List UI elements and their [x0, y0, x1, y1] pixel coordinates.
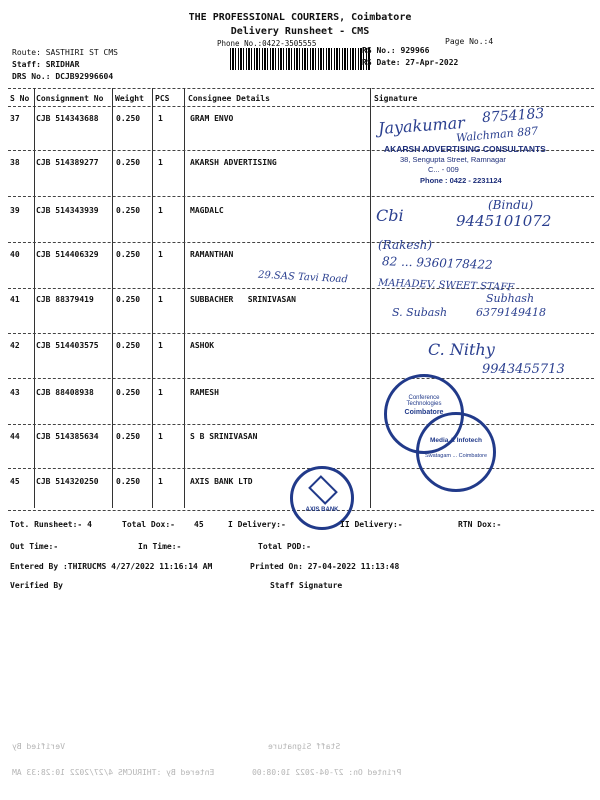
cell-pcs: 1	[158, 206, 163, 215]
cell-sno: 37	[10, 114, 20, 123]
bleed-through-text: Printed On: 27-04-2022 10:08:00	[252, 768, 402, 777]
stamp-ring-text: Swatagam ... Coimbatore	[424, 453, 488, 459]
round-stamp	[416, 412, 496, 492]
cell-consignment: CJB 514343939	[36, 206, 99, 215]
page-number: Page No.:4	[445, 37, 494, 46]
col-header-signature: Signature	[374, 94, 418, 103]
stamp-phone: Phone : 0422 - 2231124	[420, 176, 502, 185]
cell-weight: 0.250	[116, 477, 141, 486]
stamp-address: 38, Sengupta Street, Ramnagar	[400, 155, 506, 164]
table-top-rule	[8, 88, 594, 89]
col-header-consignee: Consignee Details	[188, 94, 270, 103]
col-header-weight: Weight	[115, 94, 144, 103]
verified-by: Verified By	[10, 581, 63, 590]
signature-handwriting: 29.SAS Tavi Road	[257, 269, 349, 286]
cell-weight: 0.250	[116, 206, 141, 215]
printed-on: Printed On: 27-04-2022 11:13:48	[250, 562, 400, 571]
stamp-text: AXIS BANK	[305, 507, 339, 513]
company-title: THE PROFESSIONAL COURIERS, Coimbatore	[188, 12, 412, 23]
cell-pcs: 1	[158, 477, 163, 486]
signature-handwriting: Subhash	[486, 292, 535, 305]
row-rule	[8, 242, 594, 243]
cell-weight: 0.250	[116, 250, 141, 259]
cell-consignee: GRAM ENVO	[190, 114, 234, 123]
cell-consignment: CJB 514343688	[36, 114, 99, 123]
stamp-center-text: Media & Infotech	[429, 437, 482, 444]
cell-sno: 38	[10, 158, 20, 167]
stamp-ring-text: Conference Technologies	[406, 395, 442, 407]
cell-consignment: CJB 514403575	[36, 341, 99, 350]
bleed-through-text: Staff Signature	[268, 742, 341, 751]
cell-pcs: 1	[158, 341, 163, 350]
signature-handwriting: 9943455713	[482, 362, 565, 377]
staff-label: Staff: SRIDHAR	[12, 60, 80, 69]
col-divider	[184, 88, 185, 508]
cell-pcs: 1	[158, 295, 163, 304]
stamp-city: C... - 009	[428, 165, 459, 174]
table-header-rule	[8, 106, 594, 107]
stamp-title: AKARSH ADVERTISING CONSULTANTS	[384, 144, 546, 154]
row-rule	[8, 424, 594, 425]
col-header-sno: S No	[10, 94, 30, 103]
signature-handwriting: MAHADEV. SWEET STAFF	[377, 277, 515, 294]
col-divider	[112, 88, 113, 508]
route-label: Route: SASTHIRI ST CMS	[12, 48, 118, 57]
cell-consignment: CJB 88408938	[36, 388, 94, 397]
rs-date: RS Date: 27-Apr-2022	[362, 58, 459, 67]
signature-handwriting: Walchman 887	[455, 124, 539, 145]
cell-sno: 44	[10, 432, 20, 441]
cell-consignee: ASHOK	[190, 341, 215, 350]
cell-consignment: CJB 88379419	[36, 295, 94, 304]
stamp-city: Coimbatore	[404, 409, 444, 416]
second-delivery: II Delivery:-	[340, 520, 403, 529]
signature-handwriting: 8754183	[481, 105, 545, 127]
cell-sno: 41	[10, 295, 20, 304]
in-time: In Time:-	[138, 542, 182, 551]
cell-consignment: CJB 514389277	[36, 158, 99, 167]
barcode	[230, 48, 370, 70]
cell-weight: 0.250	[116, 341, 141, 350]
cell-pcs: 1	[158, 158, 163, 167]
runsheet-title: Delivery Runsheet - CMS	[230, 26, 370, 37]
cell-consignee: S B SRINIVASAN	[190, 432, 258, 441]
cell-sno: 45	[10, 477, 20, 486]
cell-consignment: CJB 514385634	[36, 432, 99, 441]
rs-number: RS No.: 929966	[362, 46, 430, 55]
cell-sno: 42	[10, 341, 20, 350]
rtn-dox: RTN Dox:-	[458, 520, 502, 529]
cell-weight: 0.250	[116, 295, 141, 304]
out-time: Out Time:-	[10, 542, 59, 551]
cell-pcs: 1	[158, 388, 163, 397]
cell-consignment: CJB 514406329	[36, 250, 99, 259]
cell-weight: 0.250	[116, 114, 141, 123]
signature-scribble: S. Subash	[392, 306, 448, 319]
signature-scribble: Cbi	[376, 206, 404, 225]
cell-weight: 0.250	[116, 388, 141, 397]
cell-pcs: 1	[158, 250, 163, 259]
col-divider	[34, 88, 35, 508]
signature-handwriting: 82 ... 9360178422	[381, 254, 493, 272]
cell-consignee: RAMESH	[190, 388, 219, 397]
col-header-pcs: PCS	[155, 94, 170, 103]
total-pod: Total POD:-	[258, 542, 311, 551]
bleed-through-text: Verified By	[12, 742, 65, 751]
signature-handwriting: Jayakumar	[377, 112, 466, 139]
signature-handwriting: 6379149418	[476, 306, 546, 319]
total-dox-value: 45	[194, 520, 204, 529]
cell-weight: 0.250	[116, 432, 141, 441]
row-rule	[8, 468, 594, 469]
col-divider	[370, 88, 371, 508]
cell-pcs: 1	[158, 432, 163, 441]
cell-consignee: MAGDALC	[190, 206, 224, 215]
signature-handwriting: (Rakesh)	[378, 238, 433, 252]
signature-handwriting: 9445101072	[456, 212, 552, 230]
col-header-consignment: Consignment No	[36, 94, 104, 103]
drs-number: DRS No.: DCJB92996604	[12, 72, 114, 81]
first-delivery: I Delivery:-	[228, 520, 286, 529]
cell-consignee: RAMANTHAN	[190, 250, 234, 259]
signature-handwriting: C. Nithy	[428, 340, 495, 359]
staff-signature: Staff Signature	[270, 581, 343, 590]
row-rule	[8, 333, 594, 334]
bleed-through-text: Entered By :THIRUCMS 4/27/2022 10:28:33 AM	[12, 768, 215, 777]
cell-consignee: AKARSH ADVERTISING	[190, 158, 277, 167]
row-rule	[8, 378, 594, 379]
total-runsheet: Tot. Runsheet:- 4	[10, 520, 92, 529]
phone-number: Phone No.:0422-3505555	[217, 39, 317, 48]
cell-consignee: SUBBACHER SRINIVASAN	[190, 295, 296, 304]
col-divider	[152, 88, 153, 508]
cell-sno: 39	[10, 206, 20, 215]
signature-handwriting: (Bindu)	[488, 198, 534, 212]
cell-weight: 0.250	[116, 158, 141, 167]
cell-consignment: CJB 514320250	[36, 477, 99, 486]
cell-consignee: AXIS BANK LTD	[190, 477, 253, 486]
cell-sno: 43	[10, 388, 20, 397]
row-rule	[8, 196, 594, 197]
cell-sno: 40	[10, 250, 20, 259]
cell-pcs: 1	[158, 114, 163, 123]
axis-logo	[308, 475, 338, 505]
entered-by: Entered By :THIRUCMS 4/27/2022 11:16:14 AM	[10, 562, 213, 571]
total-dox-label: Total Dox:-	[122, 520, 175, 529]
